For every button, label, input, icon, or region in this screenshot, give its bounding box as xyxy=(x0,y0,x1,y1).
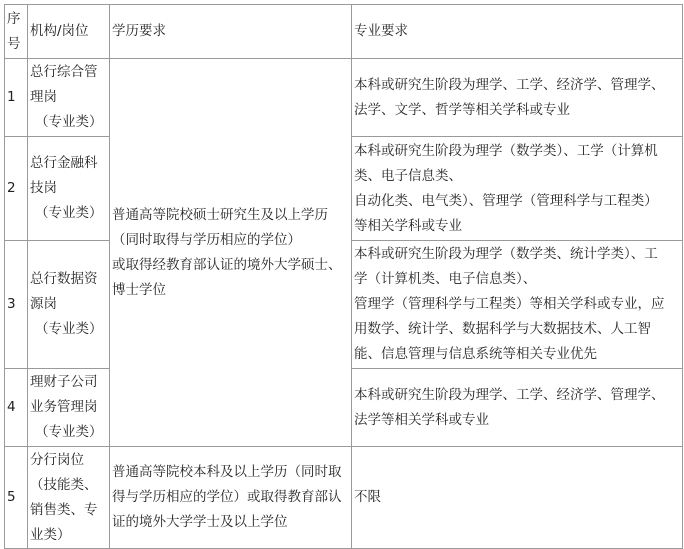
header-major-text: 专业要求 xyxy=(354,23,408,39)
row-no-cell xyxy=(5,447,28,549)
row-no-cell xyxy=(5,241,28,369)
edu-row5-cell xyxy=(110,447,352,549)
major-line: 不限 xyxy=(354,489,381,505)
major-line: 法学等相关学科或专业 xyxy=(354,411,489,428)
org-line: 总行综合管 xyxy=(30,64,98,80)
major-line: 能、信息管理与信息系统等相关专业优先 xyxy=(354,346,597,362)
org-line: （专业类） xyxy=(35,321,103,337)
header-no-line: 号 xyxy=(7,35,21,52)
major-line: 学（计算机类、电子信息类）、 xyxy=(354,271,537,287)
major-line: 本科或研究生阶段为理学、工学、经济学、管理学、 xyxy=(354,76,665,93)
row-org-cell xyxy=(28,369,110,447)
org-line: （专业类） xyxy=(35,114,103,130)
edu-line: 普通高等院校硕士研究生及以上学历 xyxy=(112,206,328,223)
row-major-cell xyxy=(352,369,683,447)
row-no-cell xyxy=(5,369,28,447)
header-org-cell xyxy=(28,5,110,59)
edu-line: （同时取得与学历相应的学位） xyxy=(112,231,301,248)
major-line: 用数学、统计学、数据科学与大数据技术、人工智 xyxy=(354,321,651,337)
org-line: 理财子公司 xyxy=(30,374,98,390)
major-line: 自动化类、电气类）、管理学（管理科学与工程类） xyxy=(354,192,658,209)
major-line: 法学、文学、哲学等相关学科或专业 xyxy=(354,101,570,118)
edu-line: 或取得经教育部认证的境外大学硕士、 xyxy=(112,256,342,273)
org-line: 源岗 xyxy=(30,296,57,312)
major-line: 本科或研究生阶段为理学、工学、经济学、管理学、 xyxy=(354,386,665,403)
row-major-cell xyxy=(352,447,683,549)
header-org-text: 机构/岗位 xyxy=(30,23,89,39)
major-line: 管理学（管理科学与工程类）等相关学科或专业，应 xyxy=(354,296,665,312)
row-major-cell xyxy=(352,59,683,137)
org-line: 业类） xyxy=(30,526,71,543)
org-line: 业务管理岗 xyxy=(30,399,98,415)
major-line: 本科或研究生阶段为理学（数学类）、工学（计算机 xyxy=(354,142,658,159)
header-major-cell xyxy=(352,5,683,59)
header-edu-text: 学历要求 xyxy=(112,23,166,39)
edu-line: 证的境外大学学士及以上学位 xyxy=(112,514,288,530)
org-line: （专业类） xyxy=(35,205,103,221)
org-line: 总行数据资 xyxy=(30,271,98,287)
header-edu-cell xyxy=(110,5,352,59)
table-row xyxy=(5,59,683,137)
row-org-cell xyxy=(28,137,110,241)
row-no-text: 1 xyxy=(7,89,16,105)
requirements-table xyxy=(4,4,683,549)
edu-merged-cell xyxy=(110,59,352,447)
row-no-text: 4 xyxy=(7,399,16,415)
row-no-cell xyxy=(5,137,28,241)
major-line: 等相关学科或专业 xyxy=(354,217,462,234)
edu-line: 得与学历相应的学位）或取得教育部认 xyxy=(112,489,342,505)
row-major-cell xyxy=(352,137,683,241)
header-row xyxy=(5,5,683,59)
table-row xyxy=(5,447,683,549)
org-line: 总行金融科 xyxy=(30,155,98,171)
row-no-cell xyxy=(5,59,28,137)
edu-line: 博士学位 xyxy=(112,281,166,298)
major-line: 类、电子信息类、 xyxy=(354,167,462,184)
org-line: 技岗 xyxy=(30,180,57,196)
row-org-cell xyxy=(28,241,110,369)
org-line: 理岗 xyxy=(30,89,57,105)
org-line: 分行岗位 xyxy=(30,451,84,468)
major-line: 本科或研究生阶段为理学（数学类、统计学类）、工 xyxy=(354,246,658,262)
edu-line: 普通高等院校本科及以上学历（同时取 xyxy=(112,464,342,480)
org-line: （专业类） xyxy=(35,424,103,440)
row-org-cell xyxy=(28,59,110,137)
row-no-text: 3 xyxy=(7,296,16,312)
org-line: （技能类、 xyxy=(30,476,98,493)
row-org-cell xyxy=(28,447,110,549)
org-line: 销售类、专 xyxy=(30,501,98,518)
header-no-cell xyxy=(5,5,28,59)
row-no-text: 2 xyxy=(7,180,16,196)
row-no-text: 5 xyxy=(7,489,16,505)
header-no-line: 序 xyxy=(7,10,21,27)
row-major-cell xyxy=(352,241,683,369)
